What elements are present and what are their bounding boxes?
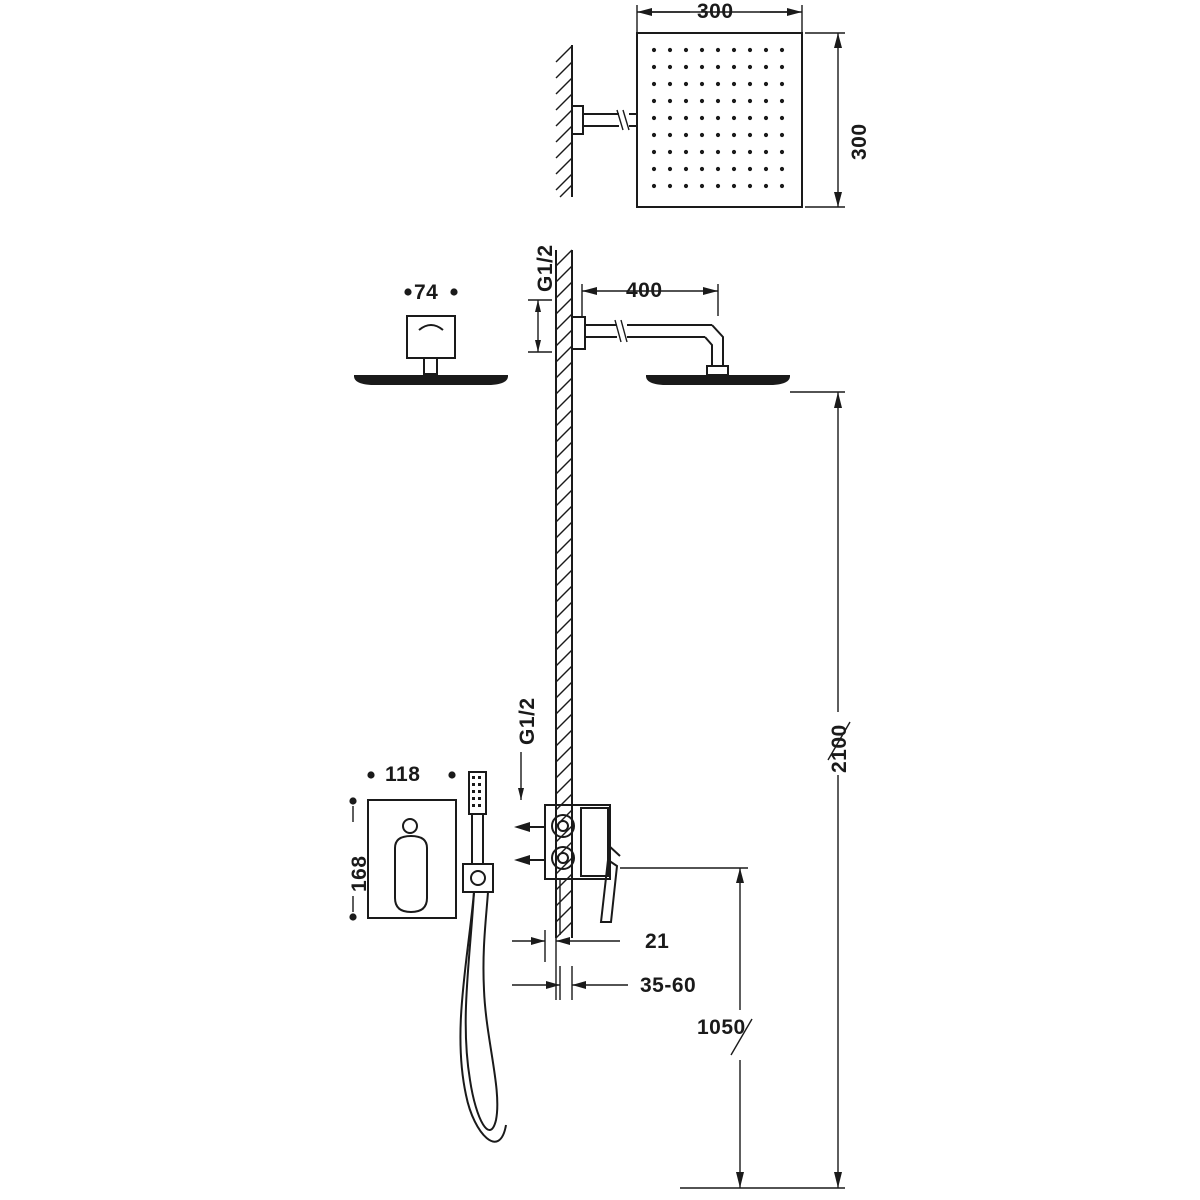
dim-label-head-height: 300 bbox=[848, 123, 871, 160]
dimension-35-60 bbox=[512, 966, 628, 1000]
dim-label-g12-top: G1/2 bbox=[534, 244, 557, 292]
dim-label-floor-to-mixer: 1050 bbox=[697, 1016, 746, 1039]
dim-label-plate-width: 118 bbox=[385, 763, 421, 786]
wall-section-top bbox=[556, 45, 572, 197]
dim-label-floor-to-head: 2100 bbox=[828, 724, 851, 773]
dim-label-recess-depth: 35-60 bbox=[640, 974, 697, 997]
concealed-mixer-body bbox=[514, 805, 620, 935]
hand-shower bbox=[460, 772, 506, 1142]
dim-label-arm-length: 400 bbox=[626, 279, 663, 302]
dimension-g12-top bbox=[528, 300, 552, 352]
wall-shower-arm-400 bbox=[572, 317, 728, 375]
dim-label-head-thickness: 74 bbox=[414, 281, 439, 304]
wall-arm-top bbox=[572, 106, 637, 134]
dimension-g12-mixer bbox=[518, 752, 524, 800]
dim-label-plate-projection: 21 bbox=[645, 930, 670, 953]
dim-label-g12-mixer: G1/2 bbox=[516, 697, 539, 745]
mixer-face-plate bbox=[349, 771, 456, 920]
nozzle-dots bbox=[652, 48, 784, 188]
dimension-2100 bbox=[680, 392, 850, 1188]
dim-label-head-width: 300 bbox=[697, 0, 734, 23]
shower-head-wall-side bbox=[646, 376, 790, 385]
dimension-head-height bbox=[805, 33, 845, 207]
dim-label-plate-height: 168 bbox=[348, 855, 371, 892]
